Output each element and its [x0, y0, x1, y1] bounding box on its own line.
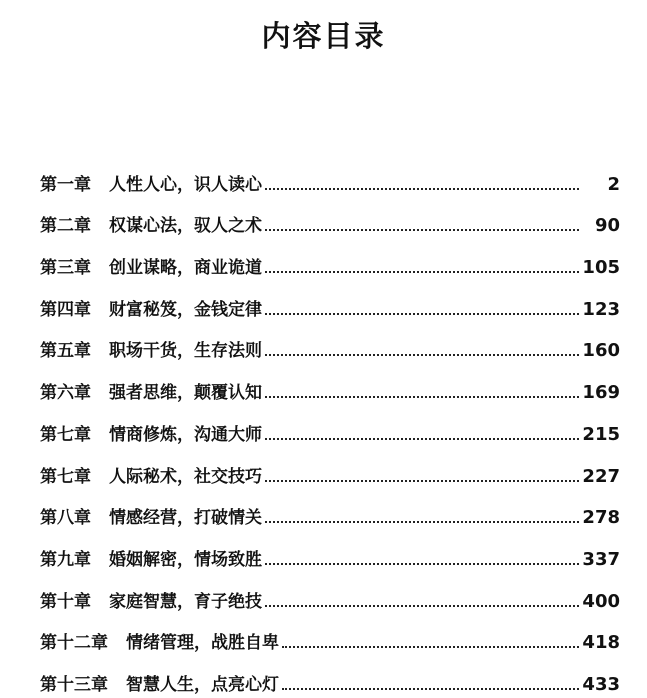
- dot-leader: [265, 605, 579, 607]
- dot-leader: [265, 271, 579, 273]
- chapter-title: 婚姻解密，情场致胜: [109, 549, 262, 570]
- page-number: 160: [582, 340, 620, 362]
- chapter-title: 家庭智慧，育子绝技: [109, 591, 262, 612]
- toc-entry[interactable]: [40, 236, 620, 278]
- toc-entry[interactable]: [40, 320, 620, 362]
- toc-entry[interactable]: [40, 528, 620, 570]
- toc-entry[interactable]: [40, 653, 620, 695]
- chapter-number: 第八章: [40, 508, 91, 529]
- table-of-contents: [40, 153, 620, 695]
- page-number: 215: [582, 423, 620, 445]
- chapter-number: 第四章: [40, 299, 91, 320]
- chapter-number: 第七章: [40, 424, 91, 445]
- toc-entry[interactable]: [40, 487, 620, 529]
- chapter-title: 情商修炼，沟通大师: [109, 424, 262, 445]
- chapter-title: 创业谋略，商业诡道: [109, 258, 262, 279]
- page-number: 169: [582, 382, 620, 404]
- chapter-title: 情感经营，打破情关: [109, 508, 262, 529]
- chapter-title: 智慧人生，点亮心灯: [126, 674, 279, 695]
- dot-leader: [265, 313, 579, 315]
- chapter-number: 第十二章: [40, 633, 108, 654]
- chapter-title: 权谋心法，驭人之术: [109, 216, 262, 237]
- page-number: 337: [582, 548, 620, 570]
- chapter-title: 财富秘笈，金钱定律: [109, 299, 262, 320]
- chapter-title: 强者思维，颠覆认知: [109, 383, 262, 404]
- dot-leader: [265, 229, 579, 231]
- toc-entry[interactable]: [40, 445, 620, 487]
- chapter-number: 第五章: [40, 341, 91, 362]
- page-number: 105: [582, 257, 620, 279]
- page-number: 227: [582, 465, 620, 487]
- page-number: 418: [582, 632, 620, 654]
- dot-leader: [265, 354, 579, 356]
- dot-leader: [265, 188, 579, 190]
- toc-entry[interactable]: [40, 361, 620, 403]
- toc-entry[interactable]: [40, 153, 620, 195]
- chapter-number: 第七章: [40, 466, 91, 487]
- toc-entry[interactable]: [40, 195, 620, 237]
- toc-entry[interactable]: [40, 570, 620, 612]
- chapter-number: 第十章: [40, 591, 91, 612]
- chapter-number: 第九章: [40, 549, 91, 570]
- page-title: 内容目录: [261, 19, 386, 53]
- page-number: 400: [582, 590, 620, 612]
- chapter-title: 人际秘术，社交技巧: [109, 466, 262, 487]
- chapter-title: 情绪管理，战胜自卑: [126, 633, 279, 654]
- page-number: 2: [607, 173, 620, 195]
- dot-leader: [282, 646, 579, 648]
- chapter-title: 人性人心，识人读心: [109, 174, 262, 195]
- dot-leader: [265, 480, 579, 482]
- toc-entry[interactable]: [40, 403, 620, 445]
- toc-entry[interactable]: [40, 612, 620, 654]
- page-number: 278: [582, 507, 620, 529]
- dot-leader: [265, 396, 579, 398]
- toc-entry[interactable]: [40, 278, 620, 320]
- dot-leader: [265, 438, 579, 440]
- dot-leader: [265, 563, 579, 565]
- page-number: 90: [594, 215, 620, 237]
- page-number: 123: [582, 298, 620, 320]
- dot-leader: [282, 688, 579, 690]
- page-number: 433: [582, 673, 620, 695]
- chapter-number: 第十三章: [40, 674, 108, 695]
- chapter-title: 职场干货，生存法则: [109, 341, 262, 362]
- chapter-number: 第二章: [40, 216, 91, 237]
- dot-leader: [265, 521, 579, 523]
- chapter-number: 第六章: [40, 383, 91, 404]
- chapter-number: 第三章: [40, 258, 91, 279]
- chapter-number: 第一章: [40, 174, 91, 195]
